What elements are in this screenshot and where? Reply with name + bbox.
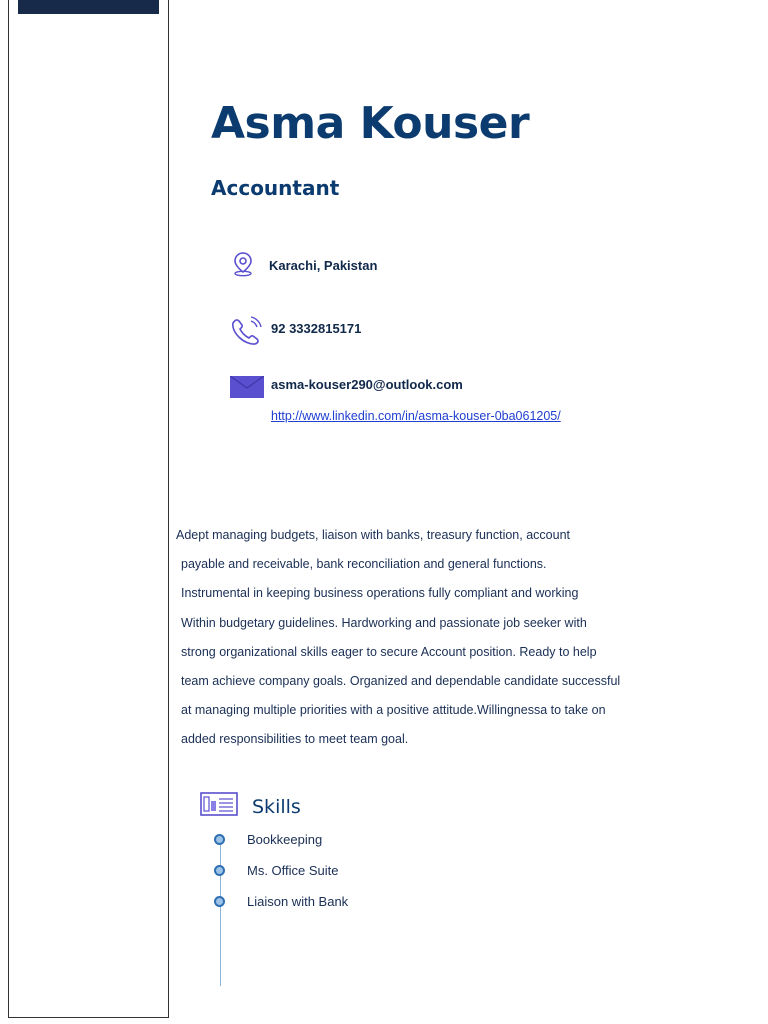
location-pin-icon	[231, 251, 255, 280]
summary-line: Within budgetary guidelines. Hardworking and passionate job seeker with	[181, 615, 587, 630]
summary-line: payable and receivable, bank reconciliation and general functions.	[181, 557, 547, 572]
timeline-dot-icon	[214, 865, 225, 876]
contact-location	[231, 251, 377, 280]
summary-line: team achieve company goals. Organized and dependable candidate successful	[181, 673, 621, 688]
skills-header	[200, 792, 301, 821]
phone-icon	[229, 315, 265, 348]
contact-email	[230, 376, 463, 401]
skill-item	[214, 863, 339, 878]
summary-line: strong organizational skills eager to secure Account position. Ready to help	[181, 644, 597, 659]
contact-phone	[229, 315, 361, 348]
skill-label: Ms. Office Suite	[247, 863, 339, 878]
summary-line: at managing multiple priorities with a positive attitude.Willingnessa to take on	[181, 703, 606, 718]
location-text: Karachi, Pakistan	[269, 258, 378, 273]
skills-title: Skills	[252, 795, 301, 818]
skill-label: Liaison with Bank	[247, 894, 349, 909]
summary-line: Adept managing budgets, liaison with banks, treasury function, account	[176, 528, 570, 542]
email-text[interactable]: asma-kouser290@outlook.com	[271, 376, 463, 392]
timeline-dot-icon	[214, 834, 225, 845]
skills-timeline	[220, 836, 221, 986]
summary-line: added responsibilities to meet team goal.	[181, 732, 409, 747]
sidebar-header-bar	[18, 0, 159, 14]
linkedin-link[interactable]: http://www.linkedin.com/in/asma-kouser-0ba061205/	[271, 409, 561, 423]
skill-item	[214, 832, 322, 847]
skill-label: Bookkeeping	[247, 832, 323, 847]
phone-text: 92 3332815171	[271, 321, 362, 336]
skills-board-icon	[200, 792, 238, 821]
sidebar-panel	[8, 0, 169, 1018]
candidate-name: Asma Kouser	[211, 98, 530, 149]
job-title: Accountant	[211, 176, 340, 200]
profile-summary	[176, 525, 646, 759]
envelope-icon	[230, 376, 264, 401]
summary-line: Instrumental in keeping business operations fully compliant and working	[181, 586, 579, 601]
timeline-dot-icon	[214, 896, 225, 907]
skill-item	[214, 894, 348, 909]
